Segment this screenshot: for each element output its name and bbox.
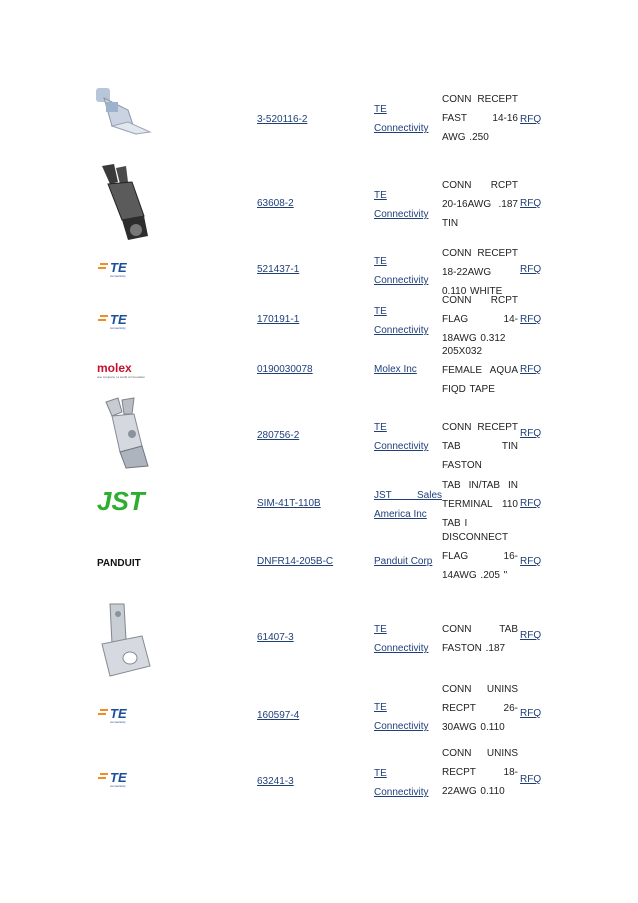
table-row	[0, 244, 638, 297]
description: CONN TAB FASTON .187	[442, 624, 518, 654]
svg-text:molex: molex	[97, 361, 132, 375]
te-logo-icon	[98, 704, 148, 724]
te-logo	[92, 766, 154, 790]
manufacturer-link[interactable]	[374, 698, 442, 736]
manufacturer-line[interactable]: TE	[374, 768, 387, 779]
description: CONN RCPT 20-16AWG .187 TIN	[442, 180, 518, 229]
manufacturer-line[interactable]: Panduit Corp	[374, 556, 433, 567]
rfq-link[interactable]: RFQ	[520, 114, 542, 125]
rfq-link[interactable]: RFQ	[520, 630, 542, 641]
product-image	[92, 160, 154, 242]
flag-tab-photo-icon	[92, 600, 154, 682]
manufacturer-link[interactable]	[374, 552, 442, 571]
svg-text:PANDUIT: PANDUIT	[97, 558, 141, 569]
manufacturer-line[interactable]: Connectivity	[374, 209, 429, 220]
rfq-link[interactable]: RFQ	[520, 774, 542, 785]
table-row	[0, 684, 638, 750]
description: 205X032 FEMALE AQUA FIQD TAPE	[442, 346, 518, 395]
table-row	[0, 392, 638, 472]
description: CONN RECEPT 18-22AWG 0.110 WHITE	[442, 248, 518, 297]
part-number-link[interactable]: SIM-41T-110B	[257, 498, 321, 509]
molex-logo-icon	[95, 358, 151, 382]
jst-logo-icon	[95, 484, 151, 516]
svg-text:connectivity: connectivity	[110, 784, 126, 788]
manufacturer-line[interactable]: JST Sales	[374, 490, 442, 501]
receptacle-photo-icon	[92, 84, 154, 144]
svg-text:connectivity: connectivity	[110, 720, 126, 724]
te-logo-icon	[98, 310, 148, 330]
table-row	[0, 346, 638, 395]
svg-text:connectivity: connectivity	[110, 326, 126, 330]
manufacturer-link[interactable]	[374, 360, 442, 379]
table-row	[0, 750, 638, 830]
rfq-link[interactable]: RFQ	[520, 314, 542, 325]
part-number-link[interactable]: 63608-2	[257, 198, 294, 209]
manufacturer-line[interactable]: TE	[374, 256, 387, 267]
rfq-link[interactable]: RFQ	[520, 556, 542, 567]
product-image	[92, 84, 154, 144]
manufacturer-link[interactable]	[374, 252, 442, 290]
rfq-link[interactable]: RFQ	[520, 364, 542, 375]
te-logo	[92, 702, 154, 726]
part-number-link[interactable]: 61407-3	[257, 632, 294, 643]
table-row	[0, 528, 638, 600]
manufacturer-line[interactable]: TE	[374, 422, 387, 433]
tab-photo-icon	[92, 396, 154, 470]
svg-text:JST: JST	[97, 486, 145, 516]
manufacturer-line[interactable]: Connectivity	[374, 325, 429, 336]
rfq-link[interactable]: RFQ	[520, 428, 542, 439]
te-logo-icon	[98, 258, 148, 278]
table-row	[0, 600, 638, 684]
description: CONN RCPT FLAG 14-18AWG 0.312	[442, 295, 518, 344]
svg-text:TE: TE	[110, 312, 127, 327]
part-number-link[interactable]: 280756-2	[257, 430, 300, 441]
jst-logo	[92, 482, 154, 518]
table-row	[0, 158, 638, 244]
manufacturer-line[interactable]: America Inc	[374, 509, 427, 520]
description: CONN RECEPT FAST 14-16 AWG .250	[442, 94, 518, 143]
manufacturer-line[interactable]: TE	[374, 306, 387, 317]
part-number-link[interactable]: DNFR14-205B-C	[257, 556, 334, 567]
table-row	[0, 294, 638, 350]
manufacturer-link[interactable]	[374, 418, 442, 456]
manufacturer-link[interactable]	[374, 186, 442, 224]
rfq-link[interactable]: RFQ	[520, 198, 542, 209]
description: TAB IN/TAB IN TERMINAL 110 TAB I	[442, 480, 518, 529]
part-number-link[interactable]: 0190030078	[257, 364, 313, 375]
part-number-link[interactable]: 3-520116-2	[257, 114, 308, 125]
rfq-link[interactable]: RFQ	[520, 498, 542, 509]
svg-text:connectivity: connectivity	[110, 274, 126, 278]
description: CONN RECEPT TAB TIN FASTON	[442, 422, 518, 471]
table-row	[0, 472, 638, 528]
svg-text:one company | a world of innov: one company | a world of innovation	[97, 375, 145, 379]
part-number-link[interactable]: 521437-1	[257, 264, 300, 275]
manufacturer-link[interactable]	[374, 764, 442, 802]
manufacturer-line[interactable]: TE	[374, 104, 387, 115]
manufacturer-line[interactable]: TE	[374, 702, 387, 713]
manufacturer-line[interactable]: Connectivity	[374, 787, 429, 798]
te-logo-icon	[98, 768, 148, 788]
manufacturer-line[interactable]: TE	[374, 190, 387, 201]
part-number-link[interactable]: 170191-1	[257, 314, 300, 325]
manufacturer-line[interactable]: Connectivity	[374, 441, 429, 452]
table-row	[0, 78, 638, 158]
manufacturer-line[interactable]: Connectivity	[374, 123, 429, 134]
manufacturer-link[interactable]	[374, 302, 442, 340]
description: DISCONNECT FLAG 16-14AWG .205 "	[442, 532, 518, 581]
black-receptacle-photo-icon	[92, 160, 154, 242]
manufacturer-link[interactable]	[374, 100, 442, 138]
te-logo	[92, 308, 154, 332]
part-number-link[interactable]: 63241-3	[257, 776, 294, 787]
manufacturer-line[interactable]: TE	[374, 624, 387, 635]
te-logo	[92, 256, 154, 280]
manufacturer-link[interactable]	[374, 486, 442, 524]
manufacturer-line[interactable]: Connectivity	[374, 643, 429, 654]
rfq-link[interactable]: RFQ	[520, 708, 542, 719]
svg-text:TE: TE	[110, 770, 127, 785]
description: CONN UNINS RECPT 26-30AWG 0.110	[442, 684, 518, 733]
product-image	[92, 396, 154, 470]
manufacturer-line[interactable]: Connectivity	[374, 275, 429, 286]
part-number-link[interactable]: 160597-4	[257, 710, 300, 721]
svg-text:TE: TE	[110, 260, 127, 275]
manufacturer-line[interactable]: Connectivity	[374, 721, 429, 732]
panduit-logo	[92, 552, 154, 572]
panduit-logo-icon	[95, 554, 151, 570]
svg-text:TE: TE	[110, 706, 127, 721]
rfq-link[interactable]: RFQ	[520, 264, 542, 275]
description: CONN UNINS RECPT 18-22AWG 0.110	[442, 748, 518, 797]
molex-logo	[92, 356, 154, 384]
manufacturer-link[interactable]	[374, 620, 442, 658]
product-image	[92, 600, 154, 682]
manufacturer-line[interactable]: Molex Inc	[374, 364, 417, 375]
